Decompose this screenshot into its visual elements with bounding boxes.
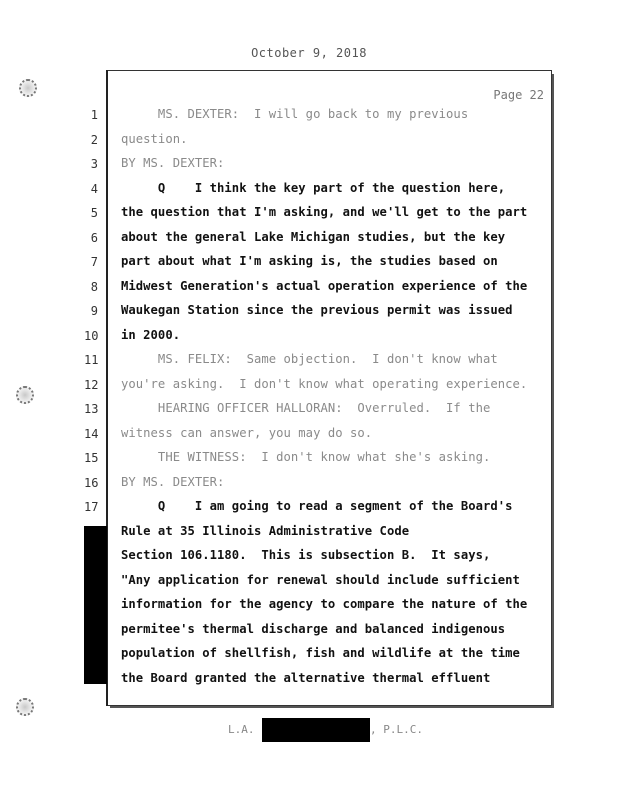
line-number: 12 (84, 378, 99, 392)
transcript-line: Q I think the key part of the question here, (121, 181, 506, 195)
line-number: 14 (84, 427, 99, 441)
page-number: Page 22 (493, 88, 544, 102)
frame-shadow-right (552, 74, 554, 708)
transcript-line: MS. FELIX: Same objection. I don't know what (121, 352, 498, 366)
line-number: 16 (84, 476, 99, 490)
transcript-line: information for the agency to compare the nature of the (121, 597, 528, 611)
line-number: 17 (84, 500, 99, 514)
transcript-line: you're asking. I don't know what operating experience. (121, 377, 528, 391)
line-number: 6 (90, 231, 98, 245)
transcript-line: the question that I'm asking, and we'll get to the part (121, 205, 528, 219)
frame-shadow-bottom (110, 706, 554, 708)
footer-redaction (262, 718, 370, 742)
transcript-line: population of shellfish, fish and wildlife at the time (121, 646, 520, 660)
transcript-line: in 2000. (121, 328, 181, 342)
line-number: 2 (90, 133, 98, 147)
line-number: 1 (90, 108, 98, 122)
transcript-line: BY MS. DEXTER: (121, 475, 225, 489)
line-number: 9 (90, 304, 98, 318)
line-number: 5 (90, 206, 98, 220)
transcript-line: Midwest Generation's actual operation experience of the (121, 279, 528, 293)
line-number: 10 (84, 329, 99, 343)
line-number: 13 (84, 402, 99, 416)
transcript-line: THE WITNESS: I don't know what she's asking. (121, 450, 491, 464)
transcript-line: HEARING OFFICER HALLORAN: Overruled. If the (121, 401, 491, 415)
line-number: 11 (84, 353, 99, 367)
line-number: 4 (90, 182, 98, 196)
transcript-line: part about what I'm asking is, the studies based on (121, 254, 498, 268)
footer-left-text: L.A. (228, 723, 255, 736)
deposition-date: October 9, 2018 (251, 46, 367, 60)
line-number: 15 (84, 451, 99, 465)
transcript-line: the Board granted the alternative thermal effluent (121, 671, 491, 685)
footer-right-text: , P.L.C. (370, 723, 423, 736)
transcript-line: Waukegan Station since the previous permit was issued (121, 303, 513, 317)
transcript-line: witness can answer, you may do so. (121, 426, 373, 440)
binder-hole-top (19, 79, 37, 97)
transcript-line: Rule at 35 Illinois Administrative Code (121, 524, 410, 538)
page-footer (0, 716, 618, 746)
left-margin-redaction (84, 526, 107, 684)
transcript-line: question. (121, 132, 188, 146)
transcript-line: permitee's thermal discharge and balanced indigenous (121, 622, 506, 636)
transcript-line: about the general Lake Michigan studies, but the key (121, 230, 506, 244)
transcript-line: Q I am going to read a segment of the Board's (121, 499, 513, 513)
line-number: 7 (90, 255, 98, 269)
binder-hole-bottom (16, 698, 34, 716)
binder-hole-middle (16, 386, 34, 404)
transcript-line: Section 106.1180. This is subsection B. It says, (121, 548, 491, 562)
transcript-line: BY MS. DEXTER: (121, 156, 225, 170)
line-number: 3 (90, 157, 98, 171)
line-number: 8 (90, 280, 98, 294)
transcript-line: "Any application for renewal should include sufficient (121, 573, 520, 587)
transcript-line: MS. DEXTER: I will go back to my previous (121, 107, 469, 121)
